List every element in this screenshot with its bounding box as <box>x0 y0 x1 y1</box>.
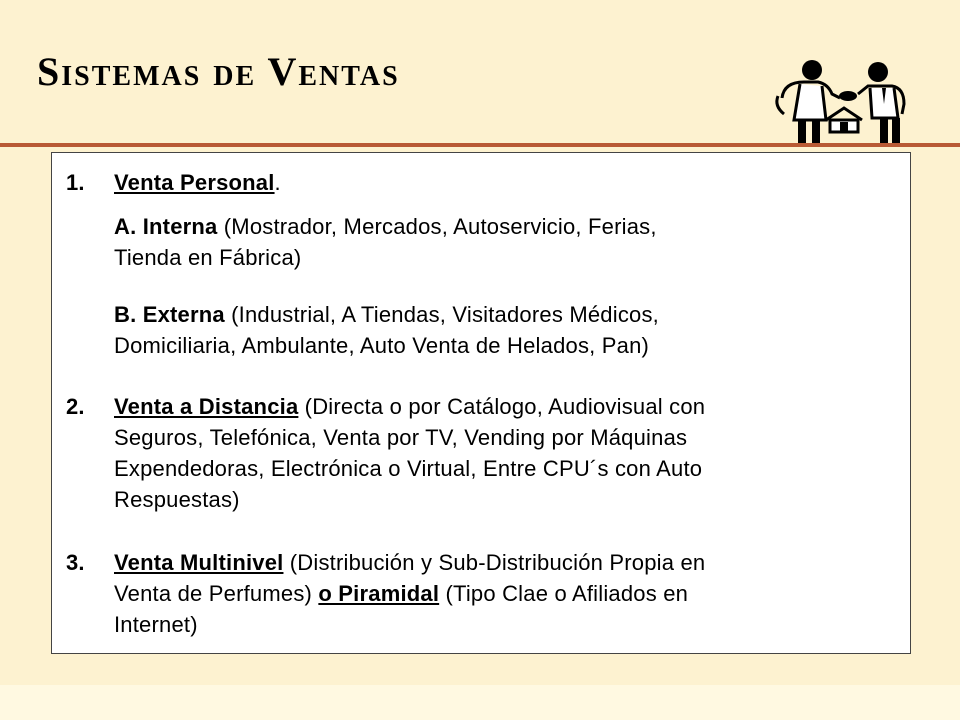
item-text <box>114 547 890 640</box>
item-heading: Venta a Distancia <box>114 394 299 419</box>
subitem-line: (Mostrador, Mercados, Autoservicio, Ferias, <box>217 214 657 239</box>
item-line: (Directa o por Catálogo, Audiovisual con <box>298 394 706 419</box>
item-line: Expendedoras, Electrónica o Virtual, Entre CPU´s con Auto <box>114 456 703 481</box>
subitem-label: A. Interna <box>114 214 218 239</box>
item-text <box>114 391 890 515</box>
item-line: Venta de Perfumes) <box>114 581 319 606</box>
subitem-line: (Industrial, A Tiendas, Visitadores Médicos, <box>224 302 659 327</box>
subitem-line: Tienda en Fábrica) <box>114 245 302 270</box>
subitem-b-text <box>114 299 890 361</box>
subitem-a-text <box>114 211 890 273</box>
item-line: Respuestas) <box>114 487 240 512</box>
handshake-house-clipart-icon <box>770 58 930 148</box>
item-text <box>114 167 890 198</box>
item-line: (Tipo Clae o Afiliados en <box>439 581 689 606</box>
footer-band <box>0 685 960 720</box>
item-number: 3. <box>66 550 85 575</box>
item-heading: Venta Multinivel <box>114 550 284 575</box>
item-number: 2. <box>66 394 85 419</box>
subitem-line: Domiciliaria, Ambulante, Auto Venta de Helados, Pan) <box>114 333 650 358</box>
item-heading: Venta Personal <box>114 170 275 195</box>
title-divider <box>0 143 960 147</box>
item-heading-secondary: o Piramidal <box>318 581 440 606</box>
subitem-label: B. Externa <box>114 302 225 327</box>
item-line: Seguros, Telefónica, Venta por TV, Vending por Máquinas <box>114 425 688 450</box>
item-line: (Distribución y Sub-Distribución Propia en <box>283 550 706 575</box>
item-number: 1. <box>66 170 85 195</box>
slide-title: Sistemas de Ventas <box>37 49 400 94</box>
content-box <box>51 152 911 654</box>
item-line: Internet) <box>114 612 198 637</box>
item-heading-punct: . <box>274 170 281 195</box>
